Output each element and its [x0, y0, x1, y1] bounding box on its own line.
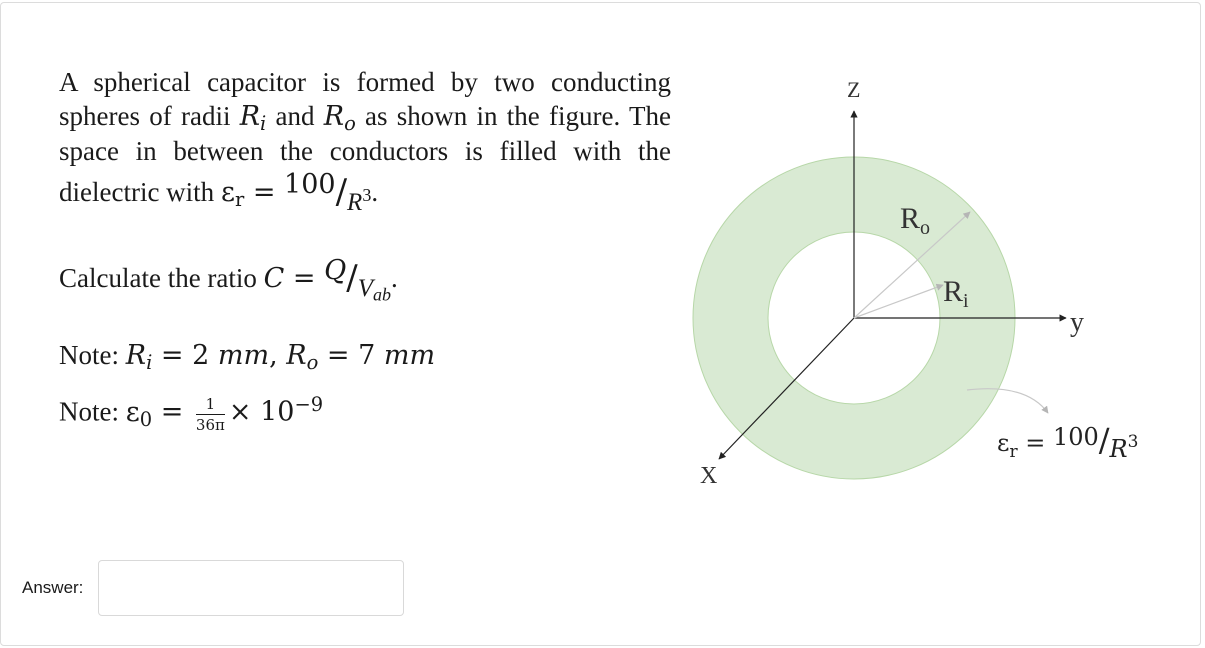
- intro-line-2a: spheres of radii: [59, 101, 240, 131]
- intro-line-1: A spherical capacitor is formed by two conducting: [59, 67, 671, 97]
- note-label: Note:: [59, 340, 126, 370]
- note-ri-value: = 2: [152, 340, 218, 371]
- ro-label: $R_o$: [900, 202, 931, 239]
- question-text: [59, 65, 671, 434]
- eps-r-fraction: $100/R^3$: [284, 169, 372, 216]
- period: .: [371, 177, 379, 208]
- question-intro: [59, 65, 671, 220]
- ratio-line: [59, 255, 398, 303]
- intro-line-4: dielectric with: [59, 177, 221, 208]
- note-unit: mm: [217, 340, 270, 371]
- exponent: −9: [294, 392, 324, 416]
- ri-label: $R_i$: [943, 275, 969, 312]
- ratio-text: Calculate the ratio: [59, 263, 264, 294]
- eps-r-symbol: $\varepsilon_r$: [220, 177, 245, 211]
- note-ri: $R_i$: [125, 340, 153, 374]
- capacitance-symbol: C: [263, 263, 285, 295]
- note-permittivity: [59, 392, 324, 434]
- eps-0-symbol: $\varepsilon_0$: [125, 396, 153, 431]
- note-unit: mm: [383, 340, 436, 371]
- intro-line-3: space in between the conductors is filled with the: [59, 136, 671, 166]
- y-axis-label: y: [1070, 307, 1084, 338]
- eps-r-figure-label: $\varepsilon_r = 100/R^3$: [997, 421, 1139, 463]
- question-card: [0, 2, 1201, 646]
- answer-label: Answer:: [22, 578, 84, 597]
- answer-input[interactable]: [98, 560, 404, 616]
- eps-0-fraction: $\frac{1}{36\pi}$: [195, 395, 225, 434]
- equals-sign: =: [284, 263, 325, 295]
- equals-sign: =: [152, 396, 192, 428]
- z-axis-label: Z: [847, 77, 861, 102]
- equals-sign: =: [244, 177, 285, 209]
- x-axis-label: X: [700, 463, 718, 489]
- note-label: Note:: [59, 396, 126, 427]
- note-ro-value: = 7: [318, 340, 384, 371]
- ratio-fraction: $Q/V_{ab}$: [324, 255, 392, 305]
- note-radii: [59, 340, 436, 374]
- ri-symbol: $R_i$: [239, 101, 267, 135]
- intro-line-2c: as shown in the figure. The: [355, 101, 671, 131]
- period: .: [391, 263, 398, 294]
- spherical-capacitor-figure: [681, 63, 1161, 493]
- ro-symbol: $R_o$: [323, 101, 356, 135]
- intro-line-2b: and: [266, 101, 324, 131]
- power-of-ten: × 10: [228, 396, 295, 428]
- comma: ,: [269, 340, 287, 371]
- ri-radius-line: [854, 285, 943, 318]
- note-ro: $R_o$: [286, 340, 319, 374]
